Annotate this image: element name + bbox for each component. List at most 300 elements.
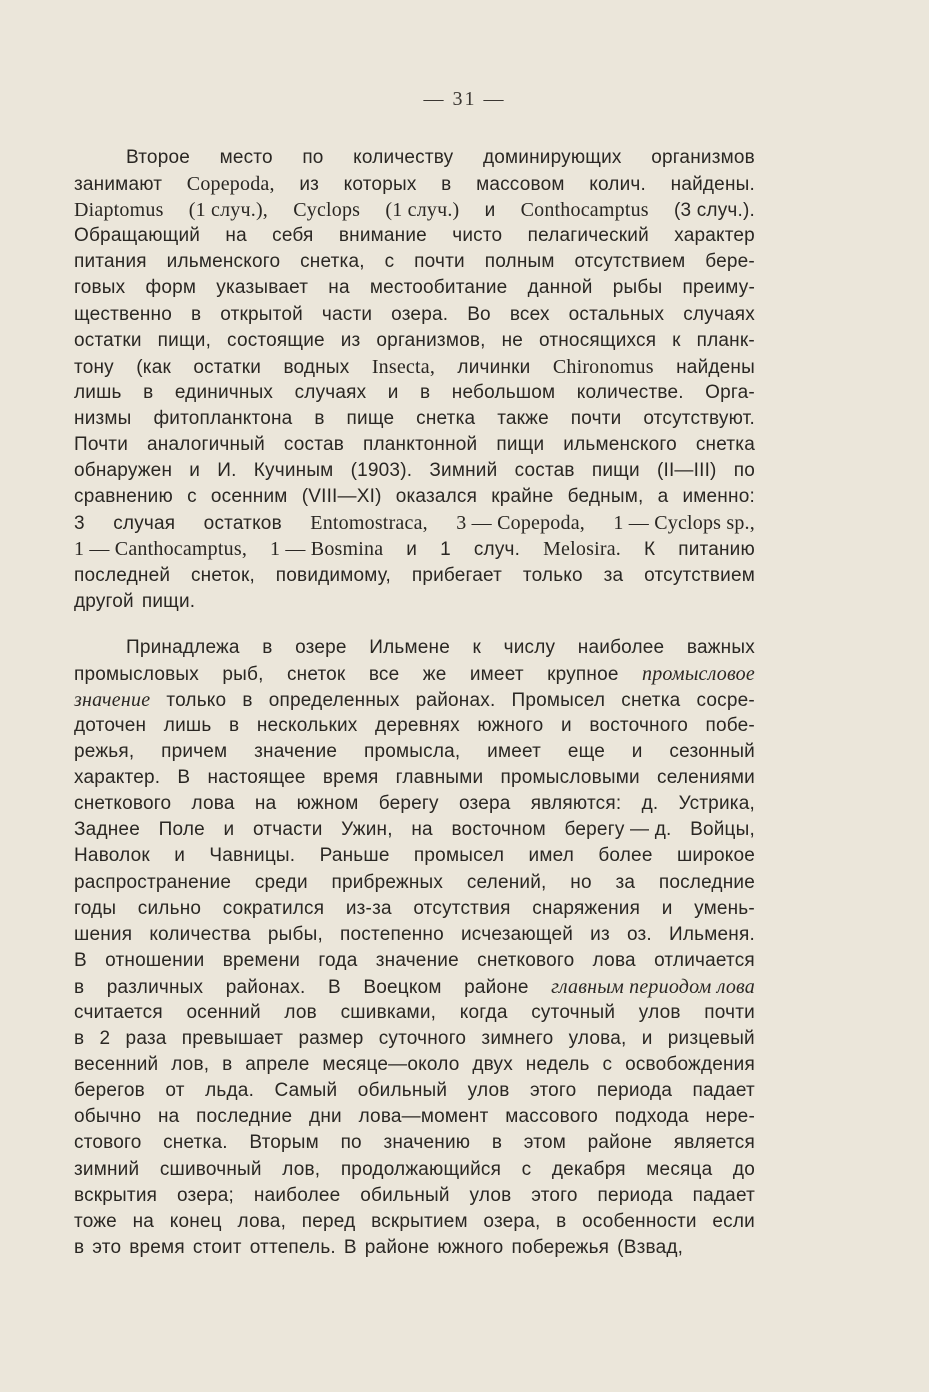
text-line bbox=[74, 302, 755, 328]
word: И. bbox=[217, 460, 237, 482]
word: в bbox=[314, 407, 325, 429]
word: Melosira. bbox=[543, 538, 621, 561]
paragraph bbox=[74, 635, 755, 1261]
word: обильный bbox=[360, 1184, 450, 1206]
word: по bbox=[340, 1132, 362, 1154]
word: форм bbox=[145, 277, 197, 299]
word: Insecta, bbox=[371, 355, 436, 378]
word: превышает bbox=[181, 1028, 284, 1050]
word: на bbox=[225, 225, 247, 247]
word: в bbox=[74, 1028, 85, 1050]
text-line bbox=[74, 791, 755, 817]
word: оз. bbox=[626, 923, 652, 945]
word: снетка bbox=[416, 407, 476, 429]
word: сшивочный bbox=[159, 1158, 262, 1180]
word: тону bbox=[74, 356, 114, 378]
word: наиболее bbox=[253, 1184, 341, 1206]
word: лова—момент bbox=[358, 1106, 489, 1128]
word: в bbox=[74, 1236, 85, 1258]
word: лишь bbox=[163, 714, 212, 736]
word: стового bbox=[74, 1132, 142, 1154]
word: говых bbox=[74, 277, 126, 299]
word: остатков bbox=[203, 513, 282, 535]
word: времени bbox=[222, 949, 301, 971]
word: отношении bbox=[105, 949, 205, 971]
word: случая bbox=[113, 513, 176, 535]
word: имел bbox=[528, 845, 575, 867]
word: д. bbox=[641, 793, 659, 815]
word: дни bbox=[309, 1106, 342, 1128]
text-line bbox=[74, 661, 755, 687]
word: в bbox=[242, 689, 253, 711]
word: недель bbox=[525, 1054, 590, 1076]
word: почти bbox=[704, 1002, 755, 1023]
text-line bbox=[74, 275, 755, 301]
word: периода bbox=[596, 1080, 673, 1102]
word: сильно bbox=[137, 897, 202, 919]
word: остатки bbox=[193, 356, 262, 378]
word: до bbox=[732, 1158, 755, 1180]
word: озера bbox=[458, 793, 511, 815]
word: части bbox=[321, 303, 373, 325]
word: В bbox=[74, 949, 87, 971]
word: 1 bbox=[440, 539, 451, 561]
word: не bbox=[501, 329, 524, 351]
word: время bbox=[322, 767, 379, 789]
word: суточного bbox=[378, 1028, 467, 1050]
word: в bbox=[190, 303, 202, 325]
word: рыб, bbox=[222, 663, 264, 685]
word: внимание bbox=[338, 225, 427, 247]
word: бере- bbox=[705, 251, 755, 273]
word: отсутствия bbox=[413, 897, 511, 919]
word: умень- bbox=[694, 897, 755, 919]
word: количеству bbox=[353, 147, 454, 168]
word: к bbox=[472, 636, 482, 658]
word: за bbox=[603, 564, 624, 586]
word: улова, bbox=[568, 1028, 627, 1050]
word: питанию bbox=[678, 539, 755, 561]
word: зимнего bbox=[481, 1028, 554, 1050]
paragraph-gap bbox=[74, 615, 755, 635]
text-line bbox=[74, 1183, 755, 1209]
text-line bbox=[74, 406, 755, 432]
word: (II—III) bbox=[656, 460, 717, 482]
word: шения bbox=[74, 923, 133, 945]
word: селений, bbox=[466, 871, 547, 893]
word: Самый bbox=[274, 1080, 338, 1102]
word: случаях bbox=[683, 303, 755, 325]
body-text bbox=[74, 145, 755, 1261]
word: лов, bbox=[282, 1158, 321, 1180]
word: еще bbox=[567, 741, 605, 763]
word: последней bbox=[74, 564, 171, 586]
word: причем bbox=[161, 741, 228, 763]
word: случаях bbox=[294, 381, 367, 403]
word: падает bbox=[692, 1080, 755, 1102]
word: Ильмене bbox=[369, 636, 450, 658]
paragraph bbox=[74, 145, 755, 615]
word: пищи bbox=[496, 434, 545, 456]
word: Во bbox=[467, 303, 491, 325]
word: из-за bbox=[345, 897, 392, 919]
word: падает bbox=[692, 1184, 755, 1206]
word: пищи. bbox=[141, 590, 196, 612]
word: берегов bbox=[74, 1080, 145, 1102]
word: крупное bbox=[547, 663, 619, 685]
word: весенний bbox=[74, 1054, 159, 1076]
word: числу bbox=[503, 636, 556, 658]
word: снеток, bbox=[190, 564, 255, 586]
word: апреле bbox=[245, 1054, 310, 1076]
word: занимают bbox=[74, 174, 163, 196]
word: колич. bbox=[589, 174, 646, 196]
word: открытой bbox=[220, 303, 303, 325]
word: Ужин, bbox=[341, 819, 393, 841]
word: берегу — д. bbox=[564, 819, 672, 841]
word: сравнению bbox=[74, 486, 173, 508]
word: но bbox=[570, 871, 592, 893]
word: лишь bbox=[74, 381, 122, 403]
word: обильный bbox=[357, 1080, 448, 1102]
word: преиму- bbox=[682, 277, 755, 299]
word: полным bbox=[484, 251, 555, 273]
word: районах. bbox=[225, 976, 306, 998]
word: и bbox=[661, 897, 673, 919]
word: вскрытием bbox=[371, 1210, 468, 1232]
word: состав bbox=[283, 434, 345, 456]
word: Вторым bbox=[249, 1132, 319, 1154]
page-number: — 31 — bbox=[423, 88, 506, 110]
word: месяца bbox=[646, 1158, 713, 1180]
word: Войцы, bbox=[690, 819, 755, 841]
word: лов, bbox=[171, 1054, 210, 1076]
word: сократился bbox=[222, 897, 325, 919]
word: В bbox=[327, 976, 341, 998]
word: деревнях bbox=[375, 714, 460, 736]
text-line bbox=[74, 687, 755, 713]
word: которых bbox=[343, 174, 417, 196]
word: с bbox=[521, 1158, 532, 1180]
word: относящихся bbox=[538, 329, 657, 351]
word: этом bbox=[523, 1132, 566, 1154]
word: и bbox=[174, 845, 186, 867]
word: периода bbox=[597, 1184, 673, 1206]
text-line bbox=[74, 589, 755, 615]
word: являются: bbox=[530, 793, 622, 815]
word: районе bbox=[464, 976, 529, 998]
text-line bbox=[74, 484, 755, 510]
word: снеток bbox=[286, 663, 346, 685]
word: Diaptomus bbox=[74, 199, 164, 222]
text-line bbox=[74, 765, 755, 791]
word: В bbox=[177, 767, 191, 789]
text-line bbox=[74, 354, 755, 380]
word: с bbox=[384, 251, 395, 273]
word: Раньше bbox=[319, 845, 390, 867]
word: (VIII—XI) bbox=[301, 486, 382, 508]
word: именно: bbox=[682, 486, 755, 508]
word: данной bbox=[527, 277, 593, 299]
text-line bbox=[74, 817, 755, 843]
word: 1 — Cyclops sp., bbox=[613, 512, 755, 535]
word: промысловых bbox=[74, 663, 199, 685]
word: обычно bbox=[74, 1106, 142, 1128]
word: остатки bbox=[74, 329, 142, 351]
word: Промысел bbox=[511, 689, 606, 711]
word: чисто bbox=[452, 225, 503, 247]
word: себя bbox=[272, 225, 314, 247]
word: года bbox=[318, 949, 358, 971]
word: и bbox=[641, 1028, 653, 1050]
word: отсутствием bbox=[574, 251, 686, 273]
text-line bbox=[74, 922, 755, 948]
word: озера, bbox=[483, 1210, 541, 1232]
word: значению bbox=[383, 1132, 471, 1154]
word: в bbox=[420, 381, 431, 403]
word: состоящие bbox=[227, 329, 325, 351]
word: снеткового bbox=[477, 949, 575, 971]
word: нере- bbox=[705, 1106, 755, 1128]
word: стоит bbox=[192, 1236, 242, 1258]
word: планктонной bbox=[362, 434, 478, 456]
word: ильменского bbox=[166, 251, 281, 273]
word: (3 случ.). bbox=[673, 200, 755, 222]
word: Наволок bbox=[74, 845, 150, 867]
word: Чавницы. bbox=[209, 845, 296, 867]
word: двух bbox=[472, 1054, 513, 1076]
word: количестве. bbox=[576, 381, 684, 403]
word: небольшом bbox=[451, 381, 556, 403]
text-line bbox=[74, 432, 755, 458]
word: является bbox=[673, 1132, 755, 1154]
word: за bbox=[615, 871, 636, 893]
word: Обращающий bbox=[74, 225, 201, 247]
word: если bbox=[712, 1210, 755, 1232]
word: отличается bbox=[654, 949, 755, 971]
word: значение bbox=[74, 688, 151, 711]
word: районе bbox=[587, 1132, 653, 1154]
text-line bbox=[74, 1130, 755, 1156]
word: организмов, bbox=[376, 329, 486, 351]
word: режья, bbox=[74, 741, 135, 763]
word: снаряжения bbox=[532, 897, 641, 919]
word: же bbox=[422, 663, 447, 685]
word: побе- bbox=[705, 714, 755, 736]
text-line bbox=[74, 635, 755, 661]
word: восточном bbox=[451, 819, 546, 841]
word: и bbox=[189, 460, 201, 482]
text-line bbox=[74, 510, 755, 536]
word: ильменского bbox=[563, 434, 677, 456]
word: сезонный bbox=[669, 741, 755, 763]
word: в bbox=[556, 1210, 567, 1232]
word: характер. bbox=[74, 767, 161, 789]
word: крайне bbox=[491, 486, 554, 508]
word: также bbox=[497, 407, 549, 429]
word: местообитание bbox=[369, 277, 508, 299]
word: побережья bbox=[511, 1236, 610, 1258]
word: Воецком bbox=[363, 976, 442, 998]
text-line bbox=[74, 974, 755, 1000]
word: 3 bbox=[74, 513, 85, 535]
word: доминирующих bbox=[482, 147, 622, 168]
word: 1 — Bosmina bbox=[270, 538, 384, 561]
word: осенним bbox=[210, 486, 288, 508]
word: из bbox=[590, 923, 610, 945]
word: улов bbox=[467, 1080, 510, 1102]
word: продолжающийся bbox=[340, 1158, 502, 1180]
word: планк- bbox=[696, 329, 755, 351]
word: на bbox=[328, 277, 350, 299]
word: озере bbox=[295, 636, 347, 658]
word: лова, bbox=[237, 1210, 287, 1232]
word: время bbox=[129, 1236, 185, 1258]
word: все bbox=[368, 663, 400, 685]
word: последние bbox=[658, 871, 755, 893]
word: аналогичный bbox=[147, 434, 265, 456]
word: промысловыми bbox=[500, 767, 640, 789]
text-line bbox=[74, 896, 755, 922]
word: найдены bbox=[676, 356, 755, 378]
word: снетка, bbox=[300, 251, 365, 273]
word: наиболее bbox=[577, 636, 665, 658]
word: в bbox=[441, 174, 452, 196]
word: найдены. bbox=[670, 174, 755, 196]
word: суточный bbox=[531, 1002, 616, 1023]
word: месяце—около bbox=[322, 1054, 460, 1076]
word: ризцевый bbox=[667, 1028, 755, 1050]
text-line bbox=[74, 380, 755, 406]
word: по bbox=[302, 147, 324, 168]
word: различных bbox=[106, 976, 204, 998]
word: на bbox=[157, 1106, 180, 1128]
word: снетка. bbox=[163, 1132, 228, 1154]
word: и bbox=[560, 714, 572, 736]
word: имеет bbox=[469, 663, 524, 685]
word: настоящее bbox=[207, 767, 306, 789]
word: водных bbox=[283, 356, 350, 378]
word: промысловое bbox=[642, 662, 755, 685]
word: отсутствием bbox=[644, 564, 755, 586]
word: улов bbox=[469, 1184, 512, 1206]
word: пище bbox=[346, 407, 395, 429]
word: лова bbox=[592, 949, 636, 971]
text-line bbox=[74, 1104, 755, 1130]
word: единичных bbox=[174, 381, 274, 403]
word: главным периодом лова bbox=[551, 975, 755, 998]
word: щественно bbox=[74, 303, 172, 325]
word: когда bbox=[459, 1002, 508, 1023]
text-line bbox=[74, 739, 755, 765]
word: на bbox=[254, 793, 277, 815]
word: берегу bbox=[378, 793, 439, 815]
word: К bbox=[643, 539, 656, 561]
word: личинки bbox=[457, 356, 531, 378]
word: снеткового bbox=[74, 793, 172, 815]
word: с bbox=[187, 486, 197, 508]
word: массового bbox=[505, 1106, 598, 1128]
word: остальных bbox=[568, 303, 665, 325]
word: Кучиным bbox=[253, 460, 334, 482]
word: широкое bbox=[676, 845, 755, 867]
word: южного bbox=[477, 714, 544, 736]
word: восточного bbox=[589, 714, 688, 736]
text-line bbox=[74, 1000, 755, 1026]
word: на bbox=[132, 1210, 155, 1232]
word: среди bbox=[254, 871, 308, 893]
word: Поле bbox=[158, 819, 205, 841]
word: озера; bbox=[176, 1184, 235, 1206]
word: снетка bbox=[695, 434, 755, 456]
word: постепенно bbox=[340, 923, 444, 945]
word: лова bbox=[191, 793, 235, 815]
word: важных bbox=[686, 636, 755, 658]
word: почти bbox=[414, 251, 465, 273]
word: (Взвад, bbox=[617, 1236, 684, 1258]
word: значение bbox=[254, 741, 338, 763]
word: тоже bbox=[74, 1210, 117, 1232]
word: особенности bbox=[582, 1210, 697, 1232]
word: всех bbox=[509, 303, 550, 325]
word: декабря bbox=[551, 1158, 626, 1180]
word: другой bbox=[74, 590, 134, 612]
text-line bbox=[74, 1157, 755, 1183]
word: в bbox=[262, 636, 273, 658]
word: с bbox=[602, 1054, 613, 1076]
word: В bbox=[343, 1236, 357, 1258]
text-line bbox=[74, 1052, 755, 1078]
word: промысел bbox=[413, 845, 505, 867]
word: рыбы bbox=[612, 277, 663, 299]
word: отсутствуют. bbox=[643, 407, 755, 429]
word: последние bbox=[196, 1106, 293, 1128]
word: (1 случ.) bbox=[385, 199, 460, 222]
word: осенний bbox=[186, 1002, 261, 1023]
text-line bbox=[74, 145, 755, 171]
word: от bbox=[165, 1080, 185, 1102]
word: Орга- bbox=[705, 381, 755, 403]
word: только bbox=[522, 564, 583, 586]
word: в bbox=[491, 1132, 503, 1154]
word: промысла, bbox=[363, 741, 461, 763]
word: повидимому, bbox=[275, 564, 392, 586]
word: на bbox=[411, 819, 433, 841]
word: в bbox=[74, 976, 85, 998]
word: южного bbox=[437, 1236, 504, 1258]
word: почти bbox=[570, 407, 622, 429]
word: организмов bbox=[651, 147, 755, 168]
word: сшивками, bbox=[340, 1002, 437, 1023]
word: (1903). bbox=[350, 460, 413, 482]
word: Entomostraca, bbox=[310, 512, 428, 535]
word: только bbox=[166, 689, 227, 711]
word: пелагический bbox=[527, 225, 649, 247]
word: Заднее bbox=[74, 819, 140, 841]
word: раза bbox=[125, 1028, 167, 1050]
word: и bbox=[387, 381, 399, 403]
word: исчезающей bbox=[460, 923, 574, 945]
word: определенных bbox=[268, 689, 400, 711]
text-line bbox=[74, 1078, 755, 1104]
word: к bbox=[672, 329, 681, 351]
word: и bbox=[631, 741, 643, 763]
word: льда. bbox=[205, 1080, 255, 1102]
word: место bbox=[219, 147, 273, 168]
word: перед bbox=[301, 1210, 356, 1232]
word: из bbox=[340, 329, 361, 351]
text-line bbox=[74, 870, 755, 896]
